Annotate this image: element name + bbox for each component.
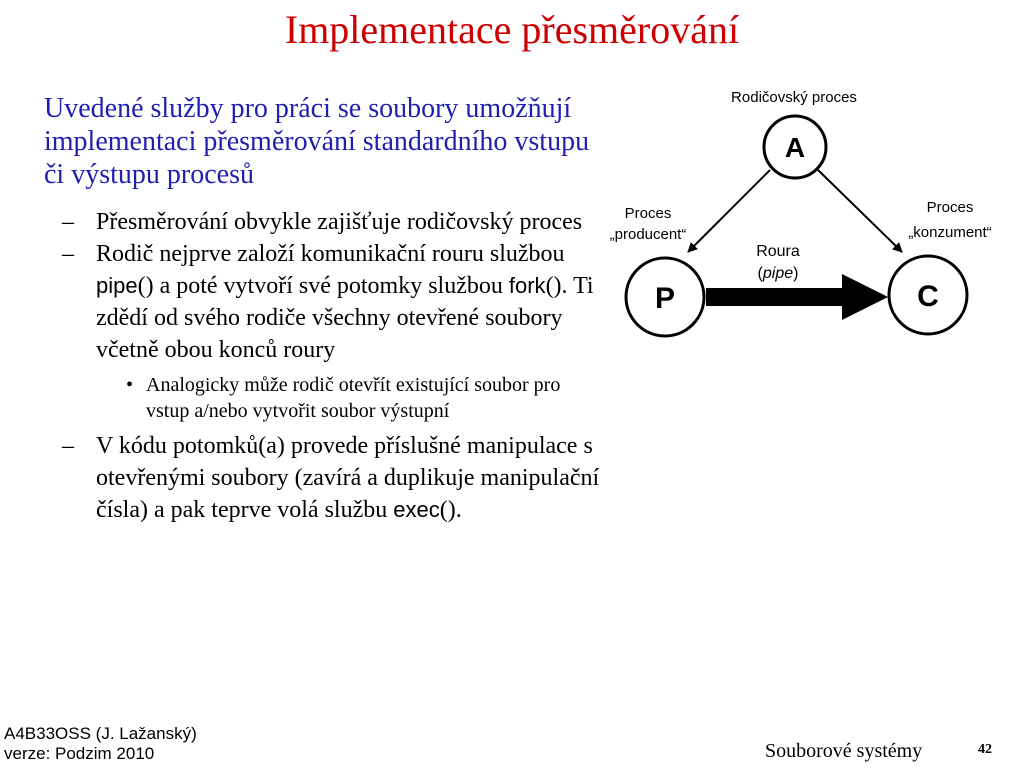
edge-a-to-c	[818, 170, 902, 252]
dash-marker: –	[62, 241, 74, 267]
node-a-label: A	[784, 132, 806, 163]
pipe-arrow-head	[842, 274, 888, 320]
footer-course: A4B33OSS (J. Lažanský)	[4, 724, 197, 743]
footer-course-info	[4, 724, 197, 764]
dash-marker: –	[62, 433, 74, 459]
pipe-label-line2	[758, 265, 799, 282]
code-fork: fork	[508, 273, 546, 298]
producer-label-line2: „producent“	[609, 226, 687, 243]
footer-topic: Souborové systémy	[765, 740, 923, 762]
lead-paragraph: Uvedené služby pro práci se soubory umožňují implementaci přesměrování standardního vstupu či výstupu procesů	[44, 93, 590, 190]
bullet-text-2-part1: Rodič nejprve založí komunikační rouru službou	[96, 241, 565, 267]
bullet-text-2	[96, 238, 602, 366]
bullet-text-2-part2: () a poté vytvoří své potomky službou	[137, 273, 509, 299]
pipe-close-paren: )	[793, 265, 799, 282]
pipe-diagram	[590, 80, 1020, 350]
bullet-text-2-part3: (). Ti zdědí od svého rodiče všechny otevřené soubory včetně obou konců roury	[96, 273, 594, 363]
consumer-label-line2: „konzument“	[908, 224, 992, 241]
node-p-label: P	[654, 282, 676, 315]
producer-label-line1: Proces	[624, 205, 672, 222]
dash-marker: –	[62, 209, 74, 235]
bullet-text-1: Přesměrování obvykle zajišťuje rodičovský proces	[96, 209, 583, 235]
sub-bullet-item	[62, 372, 602, 424]
sub-bullet-text: Analogicky může rodič otevřít existující soubor pro vstup a/nebo vytvořit soubor výstupní	[146, 374, 561, 422]
node-c-label: C	[917, 280, 939, 313]
bullet-item-2	[62, 238, 602, 366]
bullet-text-3	[96, 430, 602, 526]
pipe-arrow-shaft	[706, 288, 846, 306]
slide-title: Implementace přesměrování	[284, 7, 740, 52]
bullet-item-3	[62, 430, 602, 526]
code-pipe: pipe	[96, 273, 138, 298]
bullet-list	[62, 206, 602, 526]
bullet-item-1	[62, 206, 602, 238]
bullet-text-3-part1: V kódu potomků(a) provede příslušné manipulace s otevřenými soubory (zavírá a duplikuje manipulační čísla) a pak teprve volá službu	[96, 433, 600, 523]
footer-version: verze: Podzim 2010	[4, 744, 155, 763]
bullet-text-3-part2: ().	[439, 497, 462, 523]
pipe-open-paren: (	[757, 265, 763, 282]
pipe-word: pipe	[762, 265, 794, 282]
pipe-label-line1: Roura	[756, 243, 800, 260]
bullet-dot-marker: •	[126, 374, 134, 396]
code-exec: exec	[393, 497, 440, 522]
consumer-label-line1: Proces	[926, 199, 974, 216]
page-number: 42	[978, 742, 992, 757]
edge-a-to-p	[688, 170, 770, 252]
parent-process-label: Rodičovský proces	[731, 89, 857, 106]
